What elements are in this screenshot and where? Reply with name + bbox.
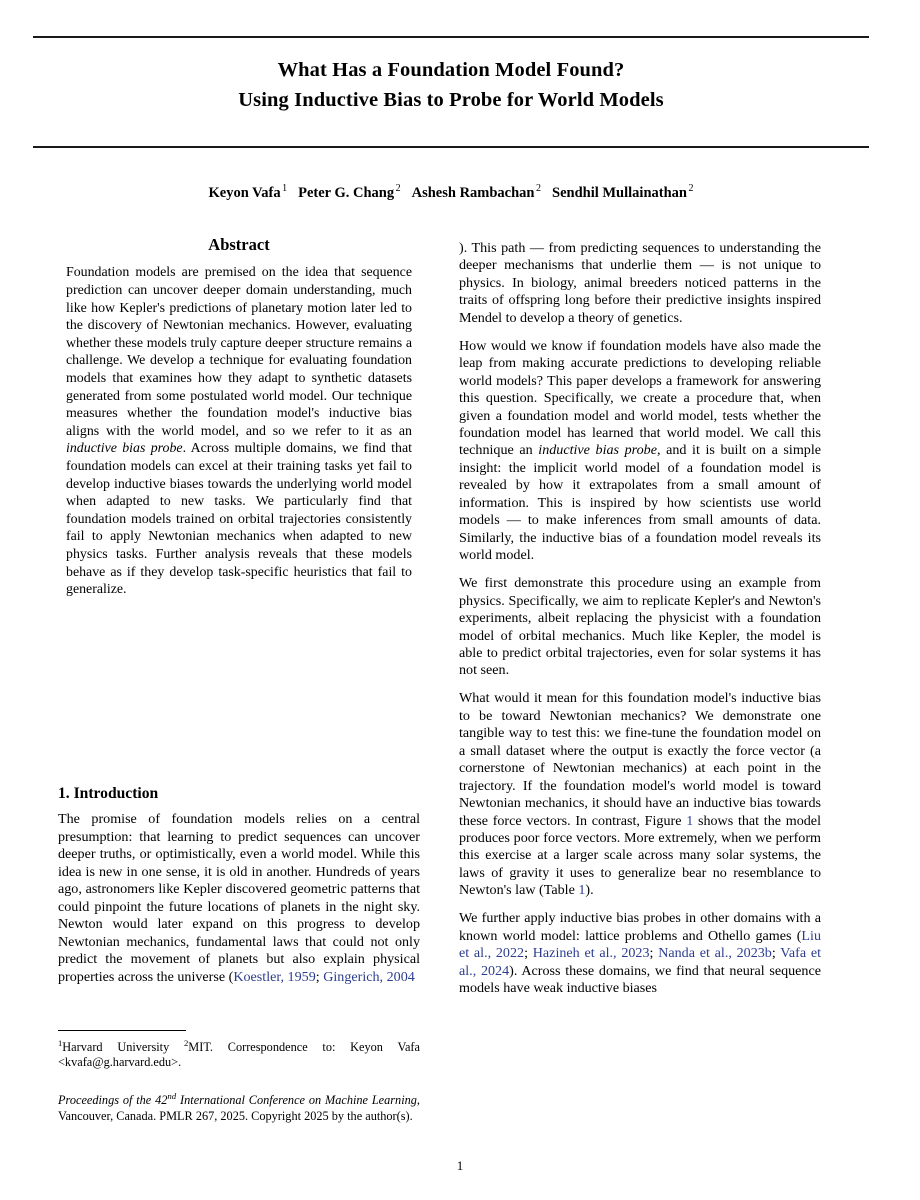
title-line-1: What Has a Foundation Model Found? bbox=[277, 59, 625, 81]
citation-link-gingerich[interactable]: Gingerich, 2004 bbox=[323, 968, 415, 985]
introduction-section bbox=[58, 785, 420, 986]
intro-paragraph-4 bbox=[459, 690, 821, 899]
abstract-segment-2: . Across multiple domains, we find that foundation models can excel at their training tasks yet fail to develop inductive biases towards the underlying world model when adapted to new tasks. We particularly find that foundation models trained on orbital trajectories consistently fail to apply Newtonian mechanics when adapted to new physics tasks. Further analysis reveals that these models behave as if they develop task-specific heuristics that fail to generalize. bbox=[66, 441, 412, 598]
author-entry bbox=[298, 185, 401, 201]
author-affiliation-marker: 2 bbox=[688, 183, 694, 194]
author-entry bbox=[552, 185, 693, 201]
citation-link-liu[interactable]: Liu et al., 2022 bbox=[459, 927, 821, 962]
footnote-marker-1: 1 bbox=[58, 1038, 63, 1048]
figure-reference-1[interactable]: 1 bbox=[686, 812, 694, 829]
intro-p4-segment-1: What would it mean for this foundation model's inductive bias to be toward Newtonian mechanics? We demonstrate one tangible way to test this: we fine-tune the foundation model on a small dataset where the output is exactly the force vector (a cornerstone of Newtonian mechanics) at each point in the trajectory. If the foundation model's world model is toward Newtonian mechanics, it should have an inductive bias towards these force vectors. In contrast, Figure bbox=[459, 690, 821, 829]
intro-p1-segment-3: ). This path — from predicting sequences to understanding the deeper mechanisms that underlie them — is not unique to physics. In biology, animal breeders noticed patterns in the traits of offspring long before their predictive insights inspired Mendel to develop a theory of genetics. bbox=[459, 240, 821, 326]
citation-link-hazineh[interactable]: Hazineh et al., 2023 bbox=[532, 945, 650, 962]
title-line-2: Using Inductive Bias to Probe for World Models bbox=[238, 89, 664, 111]
page-number: 1 bbox=[456, 1158, 464, 1173]
intro-p2-segment-2: , and it is built on a simple insight: the implicit world model of a foundation model is revealed by how it extrapolates from a small amount of information. This is inspired by how scientists use world models — to make inferences from small amounts of data. Similarly, the inductive bias of a foundation model reveals its world model. bbox=[459, 442, 822, 564]
intro-p4-segment-2: shows that the model produces poor force vectors. More extremely, when we perform this exercise at a larger scale across many solar systems, the laws of gravity it uses to generalize bear no resemblance to Newton's law (Table bbox=[459, 812, 821, 899]
author-entry bbox=[412, 185, 541, 201]
table-reference-1[interactable]: 1 bbox=[578, 882, 586, 899]
proceedings-notice bbox=[58, 1089, 420, 1124]
author-affiliation-marker: 2 bbox=[395, 183, 401, 194]
footnote-affiliation-2: MIT. Correspondence to: Keyon Vafa <kvafa@g.harvard.edu>. bbox=[58, 1040, 420, 1070]
intro-p5-segment-1: We further apply inductive bias probes in other domains with a known world model: lattice problems and Othello games ( bbox=[459, 910, 821, 944]
footnote-affiliation-1: Harvard University bbox=[62, 1040, 184, 1055]
author-name: Ashesh Rambachan bbox=[411, 184, 535, 201]
intro-p2-segment-1: How would we know if foundation models have also made the leap from making accurate predictions to developing reliable world models? This paper develops a framework for answering this question. Specifically, we create a procedure that, when given a foundation model and world model, tests whether the foundation model has learned that world model. We call this technique an bbox=[459, 337, 821, 459]
intro-paragraph-5 bbox=[459, 910, 821, 997]
proceedings-italic-1: Proceedings of the 42 bbox=[58, 1093, 168, 1108]
intro-paragraph-3: We first demonstrate this procedure using an example from physics. Specifically, we aim to replicate Kepler's and Newton's experiments, albeit replacing the physicist with a foundation model of orbital mechanics. Much like Kepler, the model is able to predict orbital trajectories, even for solar systems it has not seen. bbox=[459, 575, 821, 679]
abstract-heading: Abstract bbox=[208, 235, 270, 254]
header-rule-top bbox=[33, 36, 869, 38]
author-entry bbox=[209, 185, 288, 201]
intro-p5-sep-1: ; bbox=[524, 945, 533, 962]
header-rule-under-title bbox=[33, 146, 869, 148]
section-heading-introduction: 1. Introduction bbox=[58, 785, 159, 802]
footnote-separator bbox=[58, 1030, 186, 1031]
left-column bbox=[58, 236, 420, 599]
abstract-text bbox=[58, 264, 420, 598]
intro-p1-separator: ; bbox=[315, 968, 324, 985]
proceedings-ordinal: nd bbox=[167, 1091, 177, 1101]
intro-paragraph-2 bbox=[459, 338, 821, 565]
page-title bbox=[33, 55, 869, 115]
citation-link-nanda[interactable]: Nanda et al., 2023b bbox=[658, 945, 772, 962]
proceedings-italic-2: International Conference on Machine Learning bbox=[176, 1093, 417, 1108]
intro-p5-sep-2: ; bbox=[649, 945, 659, 962]
intro-paragraph-1-cont bbox=[459, 240, 821, 327]
intro-p4-segment-3: ). bbox=[585, 882, 594, 899]
intro-p5-sep-3: ; bbox=[771, 945, 781, 962]
author-name: Sendhil Mullainathan bbox=[552, 184, 687, 201]
author-affiliation-marker: 2 bbox=[536, 183, 541, 194]
author-affiliation-marker: 1 bbox=[282, 183, 288, 194]
abstract-segment-1: Foundation models are premised on the idea that sequence prediction can uncover deeper domain understanding, much like how Kepler's predictions of planetary motion later led to the discovery of Newtonian mechanics. However, evaluating whether these models truly capture deeper structure remains a challenge. We develop a technique for evaluating foundation models that examines how they adapt to synthetic datasets generated from some postulated world model. Our technique measures whether the foundation model's inductive bias aligns with the world model, and so we refer to it as an bbox=[66, 265, 412, 439]
author-list bbox=[33, 183, 869, 202]
footnote-marker-2: 2 bbox=[184, 1038, 189, 1048]
proceedings-rest: , Vancouver, Canada. PMLR 267, 2025. Copyright 2025 by the author(s). bbox=[58, 1093, 420, 1123]
right-column bbox=[459, 240, 821, 998]
intro-p2-italic-term: inductive bias probe bbox=[538, 442, 657, 459]
abstract-italic-term: inductive bias probe bbox=[66, 441, 183, 457]
intro-paragraph-1 bbox=[58, 811, 420, 986]
intro-p5-segment-2: ). Across these domains, we find that neural sequence models have weak inductive biases bbox=[459, 962, 821, 997]
citation-link-vafa[interactable]: Vafa et al., 2024 bbox=[459, 945, 822, 979]
author-name: Keyon Vafa bbox=[208, 184, 281, 201]
author-name: Peter G. Chang bbox=[298, 184, 395, 201]
footnote-affiliations bbox=[58, 1036, 420, 1071]
citation-link-koestler[interactable]: Koestler, 1959 bbox=[233, 968, 316, 985]
intro-p1-segment-1: The promise of foundation models relies on a central presumption: that learning to predict sequences can uncover deeper truths, or optimistically, even a world model. While this idea is new in one sense, it is old in another. Hundreds of years ago, astronomers like Kepler discovered geometric patterns that could pinpoint the future locations of planets in the night sky. Newton would later expand on this progress to develop Newtonian mechanics, fundamental laws that could not only predict the movement of planets but also explain physical properties across the universe ( bbox=[58, 811, 420, 985]
